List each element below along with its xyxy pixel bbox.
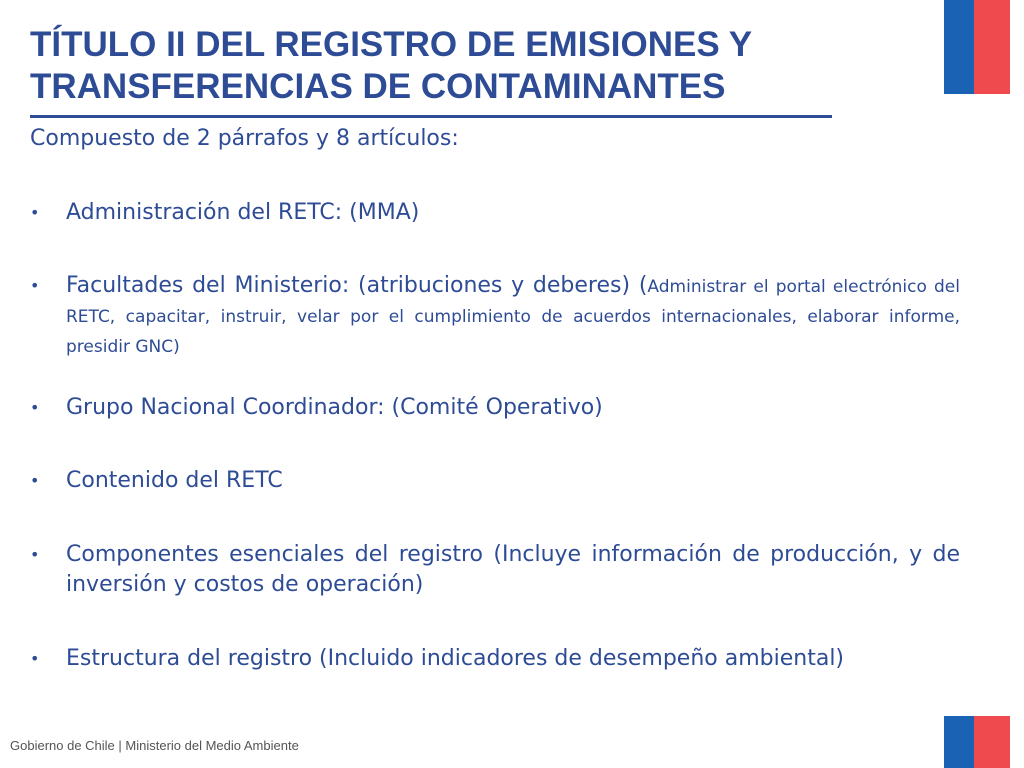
bullet-item bbox=[30, 393, 960, 423]
bullet-item bbox=[30, 644, 960, 674]
bullet-main-text: Facultades del Ministerio: (atribuciones y deberes) ( bbox=[66, 273, 648, 298]
bullet-text: Administración del RETC: (MMA) bbox=[66, 200, 420, 225]
slide-title bbox=[30, 24, 910, 108]
flag-blue-band bbox=[944, 0, 974, 94]
flag-red-band bbox=[974, 716, 1010, 768]
bullet-icon: • bbox=[30, 545, 40, 564]
bullet-text: Contenido del RETC bbox=[66, 468, 283, 493]
slide-title-line-2: TRANSFERENCIAS DE CONTAMINANTES bbox=[30, 67, 726, 106]
bullet-icon: • bbox=[30, 203, 40, 222]
flag-red-band bbox=[974, 0, 1010, 94]
bullet-item bbox=[30, 198, 960, 228]
bullet-item bbox=[30, 271, 960, 361]
flag-blue-band bbox=[944, 716, 974, 768]
title-underline bbox=[30, 115, 832, 118]
bullet-text: Componentes esenciales del registro (Incluye información de producción, y de inversión y costos de operación) bbox=[66, 542, 960, 597]
footer-text: Gobierno de Chile | Ministerio del Medio Ambiente bbox=[10, 738, 299, 753]
bullet-detail-text: Administrar el portal electrónico del RETC, capacitar, instruir, velar por el cumplimiento de acuerdos internacionales, elaborar informe, presidir GNC) bbox=[66, 277, 960, 357]
bullet-icon: • bbox=[30, 649, 40, 668]
chile-flag-stripe-bottom bbox=[944, 716, 1010, 768]
bullet-item bbox=[30, 466, 960, 496]
bullet-text: Estructura del registro (Incluido indicadores de desempeño ambiental) bbox=[66, 646, 845, 671]
bullet-text bbox=[66, 271, 960, 361]
bullet-text: Grupo Nacional Coordinador: (Comité Operativo) bbox=[66, 395, 603, 420]
chile-flag-stripe-top bbox=[944, 0, 1010, 94]
bullet-item bbox=[30, 540, 960, 600]
slide-title-line-1: TÍTULO II DEL REGISTRO DE EMISIONES Y bbox=[30, 25, 753, 64]
bullet-icon: • bbox=[30, 471, 40, 490]
intro-text: Compuesto de 2 párrafos y 8 artículos: bbox=[30, 126, 459, 151]
bullet-icon: • bbox=[30, 276, 40, 295]
bullet-icon: • bbox=[30, 398, 40, 417]
